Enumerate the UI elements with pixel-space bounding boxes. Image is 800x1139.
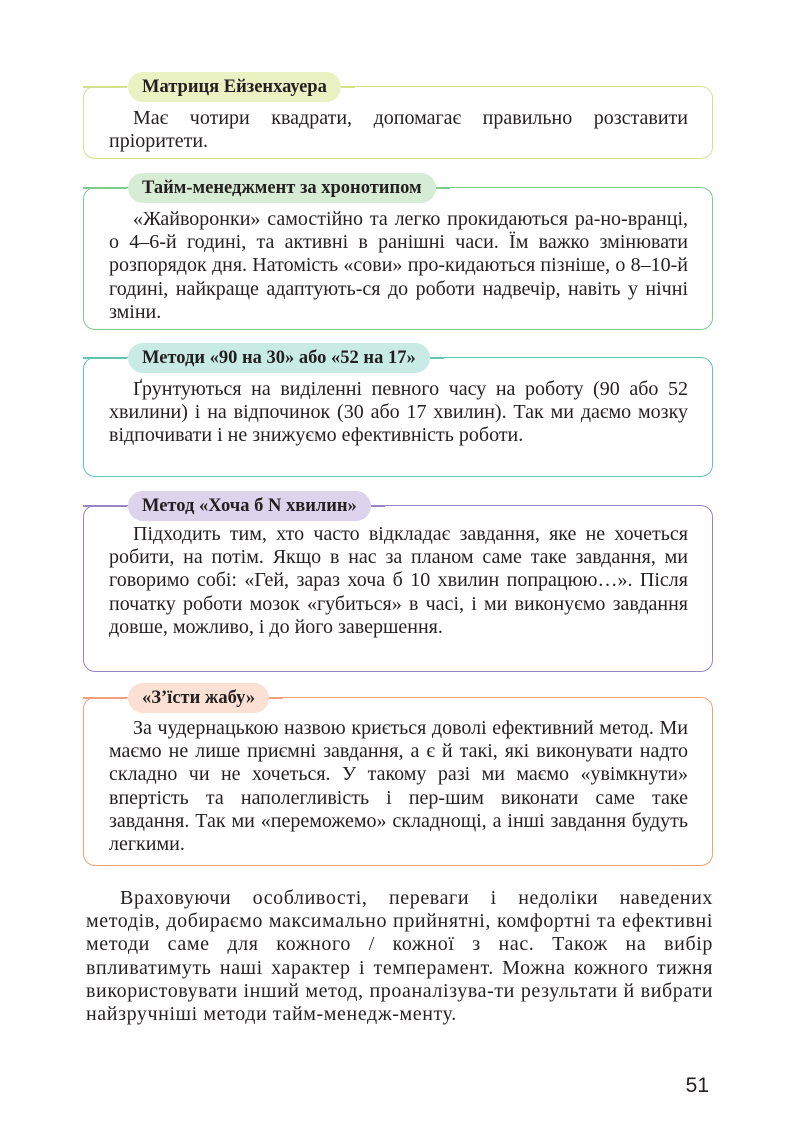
box-text: Ґрунтуються на виділенні певного часу на роботу (90 або 52 хвилини) і на відпочинок (30 або 17 хвилин). Так ми даємо мозку відпочивати і не знижуємо ефективність роботи. — [109, 378, 688, 447]
box-title: Матриця Ейзенхауера — [128, 72, 341, 102]
method-box-eat-frog — [83, 688, 713, 866]
box-text: «Жайворонки» самостійно та легко прокидаються ра-но-вранці, о 4–6-й годині, та активні в ранішні часи. Їм важко змінювати розпорядок дня. Натомість «сови» про-кидаються пізніше, о 8–10-й годині, найкраще адаптують-ся до роботи надвечір, навіть у нічні зміни. — [109, 208, 688, 323]
box-text: За чудернацькою назвою криється доволі ефективний метод. Ми маємо не лише приємні завдання, а є й такі, які виконувати надто складно чи не хочеться. У такому разі ми маємо «увімкнути» впертість та наполегливість і пер-шим виконати саме таке завдання. Так ми «переможемо» складнощі, а інші завдання будуть легкими. — [109, 717, 688, 856]
method-box-n-minutes — [83, 496, 713, 672]
method-box-chronotype — [83, 178, 713, 330]
page-number: 51 — [685, 1074, 709, 1097]
box-title: Метод «Хоча б N хвилин» — [128, 491, 371, 521]
box-text: Має чотири квадрати, допомагає правильно розставити пріоритети. — [109, 107, 688, 153]
box-title: Методи «90 на 30» або «52 на 17» — [128, 343, 430, 373]
summary-paragraph: Враховуючи особливості, переваги і недоліки наведених методів, добираємо максимально прийнятні, комфортні та ефективні методи саме для кожного / кожної з нас. Також на вибір впливатимуть наші характер і темперамент. Можна кожного тижня використовувати інший метод, проаналізува-ти результати й вибрати найзручніші методи тайм-менедж-менту. — [86, 887, 713, 1026]
method-box-eisenhower — [83, 77, 713, 159]
box-title: Тайм-менеджмент за хронотипом — [128, 173, 436, 203]
box-title: «З’їсти жабу» — [128, 683, 269, 713]
method-box-90-30 — [83, 348, 713, 477]
box-text: Підходить тим, хто часто відкладає завдання, яке не хочеться робити, на потім. Якщо в нас за планом саме таке завдання, ми говоримо собі: «Гей, зараз хоча б 10 хвилин попрацюю…». Після початку роботи мозок «губиться» в часі, і ми виконуємо завдання довше, можливо, і до його завершення. — [109, 523, 688, 638]
